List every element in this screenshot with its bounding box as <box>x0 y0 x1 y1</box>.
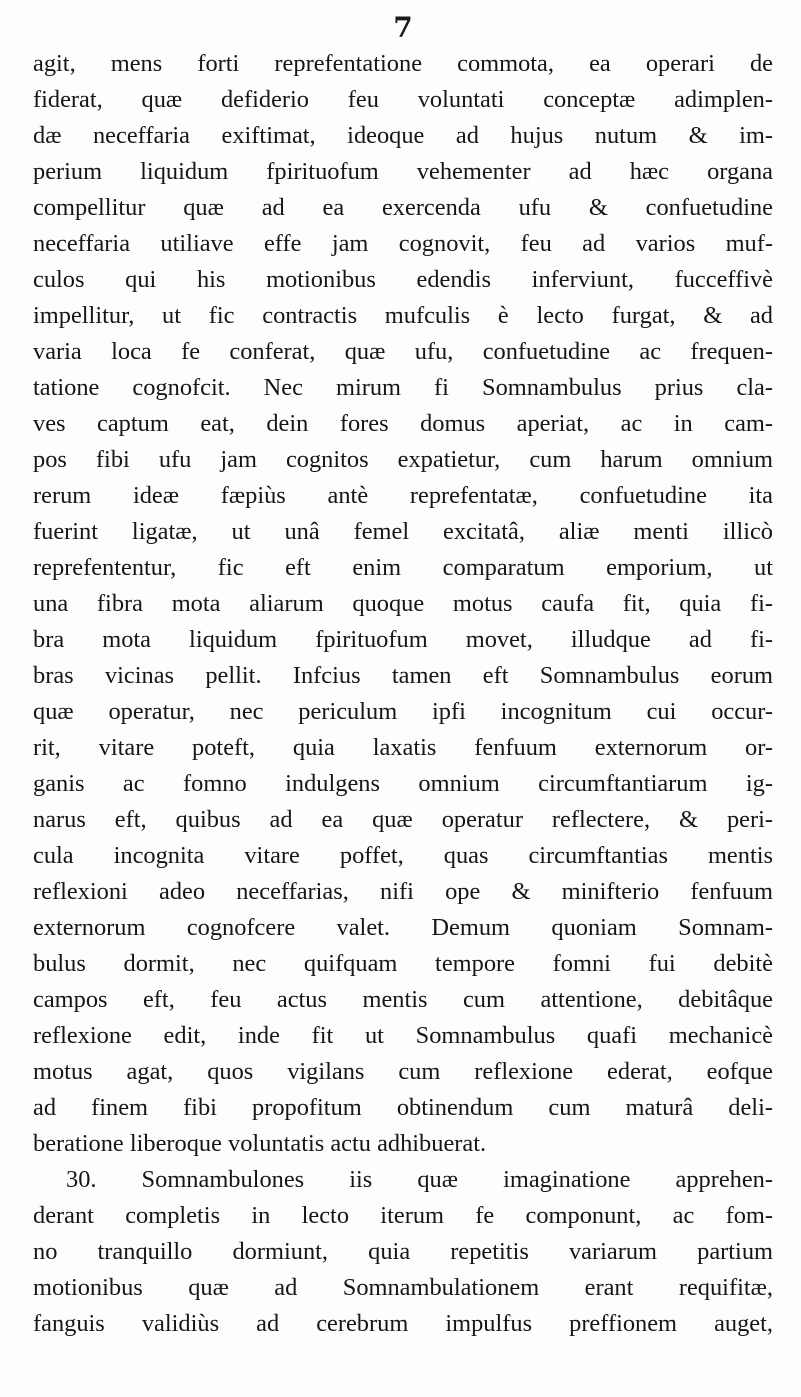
text-line: fiderat, quæ defiderio feu voluntati conceptæ adimplen- <box>33 86 773 113</box>
text-line: motus agat, quos vigilans cum reflexione ederat, eofque <box>33 1058 773 1085</box>
text-line: una fibra mota aliarum quoque motus caufa fit, quia fi- <box>33 590 773 617</box>
text-line: motionibus quæ ad Somnambulationem erant requifitæ, <box>33 1274 773 1301</box>
text-line: neceffaria utiliave effe jam cognovit, feu ad varios muf- <box>33 230 773 257</box>
text-line: compellitur quæ ad ea exercenda ufu & confuetudine <box>33 194 773 221</box>
text-line: externorum cognofcere valet. Demum quoniam Somnam- <box>33 914 773 941</box>
text-line: varia loca fe conferat, quæ ufu, confuetudine ac frequen- <box>33 338 773 365</box>
text-line: impellitur, ut fic contractis mufculis è lecto furgat, & ad <box>33 302 773 329</box>
paragraph-start-line: 30. Somnambulones iis quæ imaginatione apprehen- <box>66 1166 773 1193</box>
text-line: reprefententur, fic eft enim comparatum emporium, ut <box>33 554 773 581</box>
text-line: perium liquidum fpirituofum vehementer ad hæc organa <box>33 158 773 185</box>
text-line: fanguis validiùs ad cerebrum impulfus preffionem auget, <box>33 1310 773 1337</box>
text-line: ganis ac fomno indulgens omnium circumftantiarum ig- <box>33 770 773 797</box>
text-line: bra mota liquidum fpirituofum movet, illudque ad fi- <box>33 626 773 653</box>
text-line: quæ operatur, nec periculum ipfi incognitum cui occur- <box>33 698 773 725</box>
text-line: cula incognita vitare poffet, quas circumftantias mentis <box>33 842 773 869</box>
page-number: 7 <box>393 11 413 44</box>
text-line: derant completis in lecto iterum fe componunt, ac fom- <box>33 1202 773 1229</box>
text-line: culos qui his motionibus edendis inferviunt, fucceffivè <box>33 266 773 293</box>
text-line: no tranquillo dormiunt, quia repetitis variarum partium <box>33 1238 773 1265</box>
text-line: campos eft, feu actus mentis cum attentione, debitâque <box>33 986 773 1013</box>
text-line: reflexione edit, inde fit ut Somnambulus quafi mechanicè <box>33 1022 773 1049</box>
text-line: beratione liberoque voluntatis actu adhibuerat. <box>33 1130 487 1157</box>
text-line: dæ neceffaria exiftimat, ideoque ad hujus nutum & im- <box>33 122 773 149</box>
text-line: narus eft, quibus ad ea quæ operatur reflectere, & peri- <box>33 806 773 833</box>
text-line: ves captum eat, dein fores domus aperiat, ac in cam- <box>33 410 773 437</box>
text-line: bras vicinas pellit. Infcius tamen eft Somnambulus eorum <box>33 662 773 689</box>
text-line: reflexioni adeo neceffarias, nifi ope & minifterio fenfuum <box>33 878 773 905</box>
text-line: rit, vitare poteft, quia laxatis fenfuum externorum or- <box>33 734 773 761</box>
text-line: ad finem fibi propofitum obtinendum cum maturâ deli- <box>33 1094 773 1121</box>
body-text <box>33 46 773 1342</box>
text-line: tatione cognofcit. Nec mirum fi Somnambulus prius cla- <box>33 374 773 401</box>
text-line: pos fibi ufu jam cognitos expatietur, cum harum omnium <box>33 446 773 473</box>
text-line: bulus dormit, nec quifquam tempore fomni fui debitè <box>33 950 773 977</box>
text-line: rerum ideæ fæpiùs antè reprefentatæ, confuetudine ita <box>33 482 773 509</box>
text-line: fuerint ligatæ, ut unâ femel excitatâ, aliæ menti illicò <box>33 518 773 545</box>
text-line: agit, mens forti reprefentatione commota, ea operari de <box>33 50 773 77</box>
